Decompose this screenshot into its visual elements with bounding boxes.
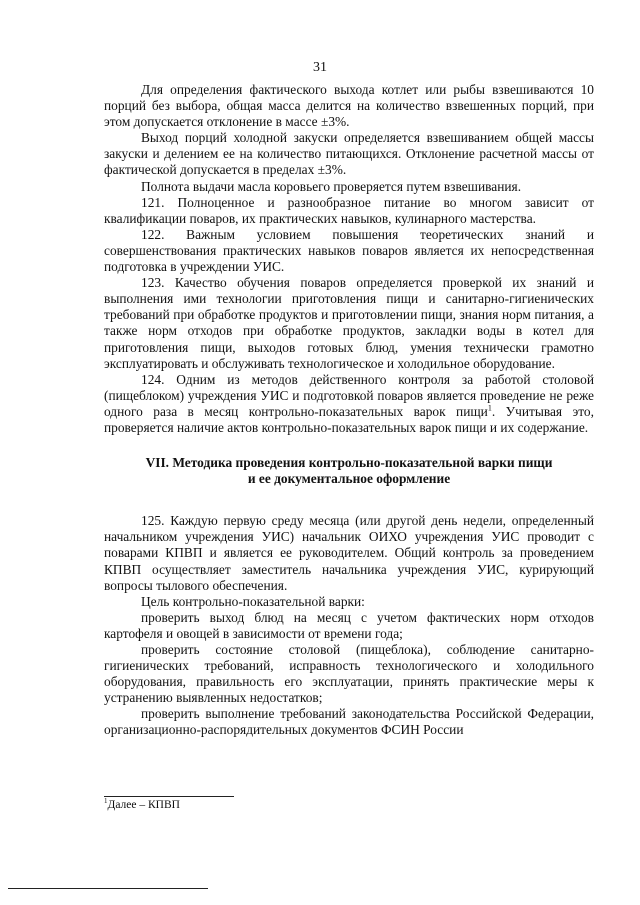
paragraph-goal-item-2: проверить состояние столовой (пищеблока), соблюдение санитарно-гигиенических требований, исправность технологического и холодильного оборудования, правильность его эксплуатации, принять практические меры к устранению выявленных недостатков;	[104, 642, 594, 706]
footnote-divider	[104, 796, 234, 797]
paragraph-125: 125. Каждую первую среду месяца (или другой день недели, определенный начальником учреждения УИС) начальник ОИХО учреждения УИС проводит с поварами КПВП и является ее руководителем. Общий контроль за проведением КПВП осуществляет заместитель начальника учреждения УИС, курирующий вопросы тылового обеспечения.	[104, 513, 594, 593]
paragraph-121: 121. Полноценное и разнообразное питание во многом зависит от квалификации поваров, их практических навыков, кулинарного мастерства.	[104, 194, 594, 226]
paragraph-123: 123. Качество обучения поваров определяется проверкой их знаний и выполнения ими технологии приготовления пищи и санитарно-гигиенических требований при обработке продуктов и приготовлении пищи, знания норм питания, а также норм отходов при обработке продуктов, закладки воды в котел для приготовления пищи, выходов готовых блюд, умения технически грамотно эксплуатировать и обслуживать технологическое и холодильное оборудование.	[104, 275, 594, 371]
paragraph-goal-item-1: проверить выход блюд на месяц с учетом фактических норм отходов картофеля и овощей в зависимости от времени года;	[104, 609, 594, 641]
footnote-mark: 1	[104, 797, 108, 806]
section-heading-line1: VII. Методика проведения контрольно-показательной варки пищи	[145, 455, 553, 471]
paragraph-124-tail: . Учитывая это, проверяется наличие актов контрольно-показательных варок пищи и их содержание.	[104, 403, 594, 435]
paragraph-cold-snack: Выход порций холодной закуски определяется взвешиванием общей массы закуски и делением ее на количество питающихся. Отклонение расчетной массы от фактической допускается в пределах ±3%.	[104, 130, 594, 178]
paragraph-122: 122. Важным условием повышения теоретических знаний и совершенствования практических навыков поваров является их непосредственная подготовка в учреждении УИС.	[104, 226, 594, 275]
paragraph-goal: Цель контрольно-показательной варки:	[141, 593, 365, 609]
footnote	[104, 799, 180, 812]
paragraph-cutlet-weighing: Для определения фактического выхода котлет или рыбы взвешиваются 10 порций без выбора, общая масса делится на количество взвешенных порций, при этом допускается отклонение в массе ±3%.	[104, 82, 594, 130]
paragraph-butter: Полнота выдачи масла коровьего проверяется путем взвешивания.	[141, 178, 522, 194]
paragraph-goal-item-3: проверить выполнение требований законодательства Российской Федерации, организационно-распорядительных документов ФСИН России	[104, 706, 594, 738]
footnote-reference: 1	[487, 403, 492, 413]
section-heading	[104, 455, 594, 487]
paragraph-124	[104, 372, 594, 436]
document-body	[104, 82, 594, 739]
footnote-text: Далее – КПВП	[107, 799, 180, 811]
paragraph-124-text: 124. Одним из методов действенного контроля за работой столовой (пищеблоком) учреждения УИС и подготовкой поваров является проведение не реже одного раза в месяц контрольно-показательных варок пищи	[104, 371, 594, 419]
bottom-divider	[8, 888, 208, 889]
page-number: 31	[313, 60, 327, 75]
section-heading-line2: и ее документальное оформление	[247, 471, 451, 487]
